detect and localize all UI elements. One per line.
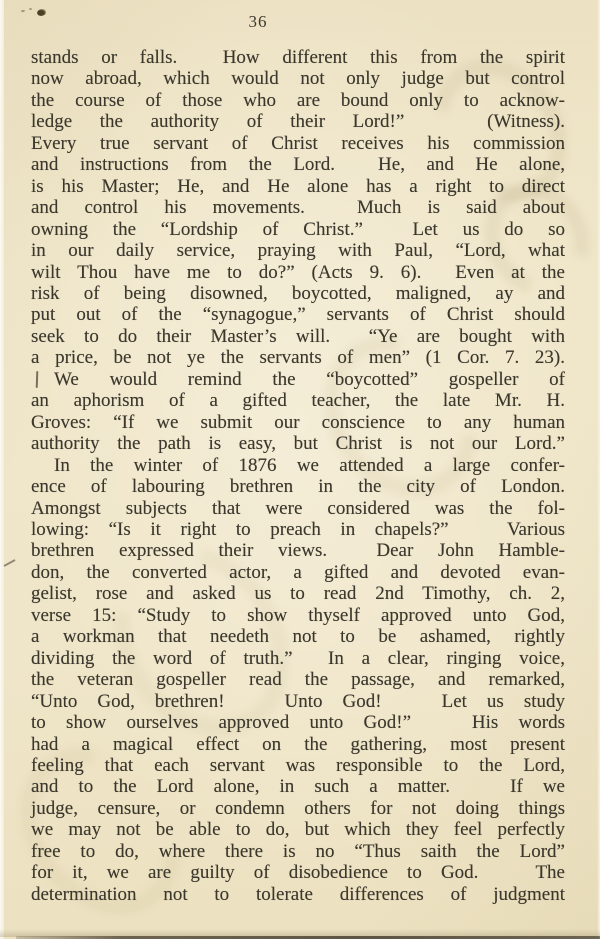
text-line: stands or falls. How different this from the spirit — [31, 47, 565, 68]
text-line: “Unto God, brethren! Unto God! Let us study — [31, 690, 565, 712]
text-line: gelist, rose and asked us to read 2nd Timothy, ch. 2, — [31, 583, 565, 605]
text-line: and instructions from the Lord. He, and He alone, — [31, 154, 565, 176]
text-line: don, the converted actor, a gifted and devoted evan- — [31, 561, 565, 583]
text-line: We would remind the “boycotted” gospeller of — [54, 368, 565, 390]
text-line: free to do, where there is no “Thus saith the Lord” — [31, 840, 565, 862]
text-line: and control his movements. Much is said about — [31, 197, 565, 219]
ink-speck — [21, 10, 25, 13]
text-line: dividing the word of truth.” In a clear, ringing voice, — [31, 647, 565, 669]
text-line: judge, censure, or condemn others for not doing things — [31, 797, 565, 819]
text-line: ledge the authority of their Lord!” (Witness). — [31, 111, 565, 133]
text-line: the veteran gospeller read the passage, and remarked, — [31, 669, 565, 691]
text-line: the course of those who are bound only to acknow- — [31, 89, 565, 111]
ink-speck — [37, 9, 46, 16]
text-line: risk of being disowned, boycotted, maligned, ay and — [31, 282, 565, 304]
text-line: In the winter of 1876 we attended a large confer- — [54, 454, 565, 476]
text-line: now abroad, which would not only judge but control — [31, 68, 565, 90]
text-line: determination not to tolerate differences of judgment — [31, 883, 565, 905]
text-line: we may not be able to do, but which they feel perfectly — [31, 819, 565, 841]
text-line: an aphorism of a gifted teacher, the late Mr. H. — [31, 390, 565, 412]
text-line: a workman that needeth not to be ashamed, rightly — [31, 626, 565, 648]
text-line: authority the path is easy, but Christ is not our Lord.” — [31, 433, 565, 455]
text-line: Amongst subjects that were considered was the fol- — [31, 497, 565, 519]
text-line: owning the “Lordship of Christ.” Let us do so — [31, 218, 565, 240]
text-line: for it, we are guilty of disobedience to God. The — [31, 862, 565, 884]
text-line: seek to do their Master’s will. “Ye are bought with — [31, 325, 565, 347]
text-line: to show ourselves approved unto God!” His words — [31, 712, 565, 734]
text-line: verse 15: “Study to show thyself approved unto God, — [31, 604, 565, 626]
page-number: 36 — [248, 12, 268, 31]
text-line: and to the Lord alone, in such a matter. If we — [31, 776, 565, 798]
text-line: is his Master; He, and He alone has a right to direct — [31, 175, 565, 197]
text-line: Every true servant of Christ receives his commission — [31, 132, 565, 154]
text-line: wilt Thou have me to do?” (Acts 9. 6). Even at the — [31, 261, 565, 283]
ink-speck — [29, 8, 32, 10]
text-line: put out of the “synagogue,” servants of Christ should — [31, 304, 565, 326]
text-block — [31, 47, 565, 905]
text-line: ence of labouring brethren in the city of London. — [31, 476, 565, 498]
text-line: brethren expressed their views. Dear John Hamble- — [31, 540, 565, 562]
text-line: a price, be not ye the servants of men” (1 Cor. 7. 23). — [31, 347, 565, 369]
text-line: had a magical effect on the gathering, most present — [31, 733, 565, 755]
text-line: feeling that each servant was responsible to the Lord, — [31, 754, 565, 776]
text-line: in our daily service, praying with Paul, “Lord, what — [31, 240, 565, 262]
pencil-mark — [3, 559, 15, 567]
text-line: lowing: “Is it right to preach in chapels?” Various — [31, 518, 565, 540]
text-line: Groves: “If we submit our conscience to any human — [31, 411, 565, 433]
scan-edge-left — [0, 0, 4, 939]
